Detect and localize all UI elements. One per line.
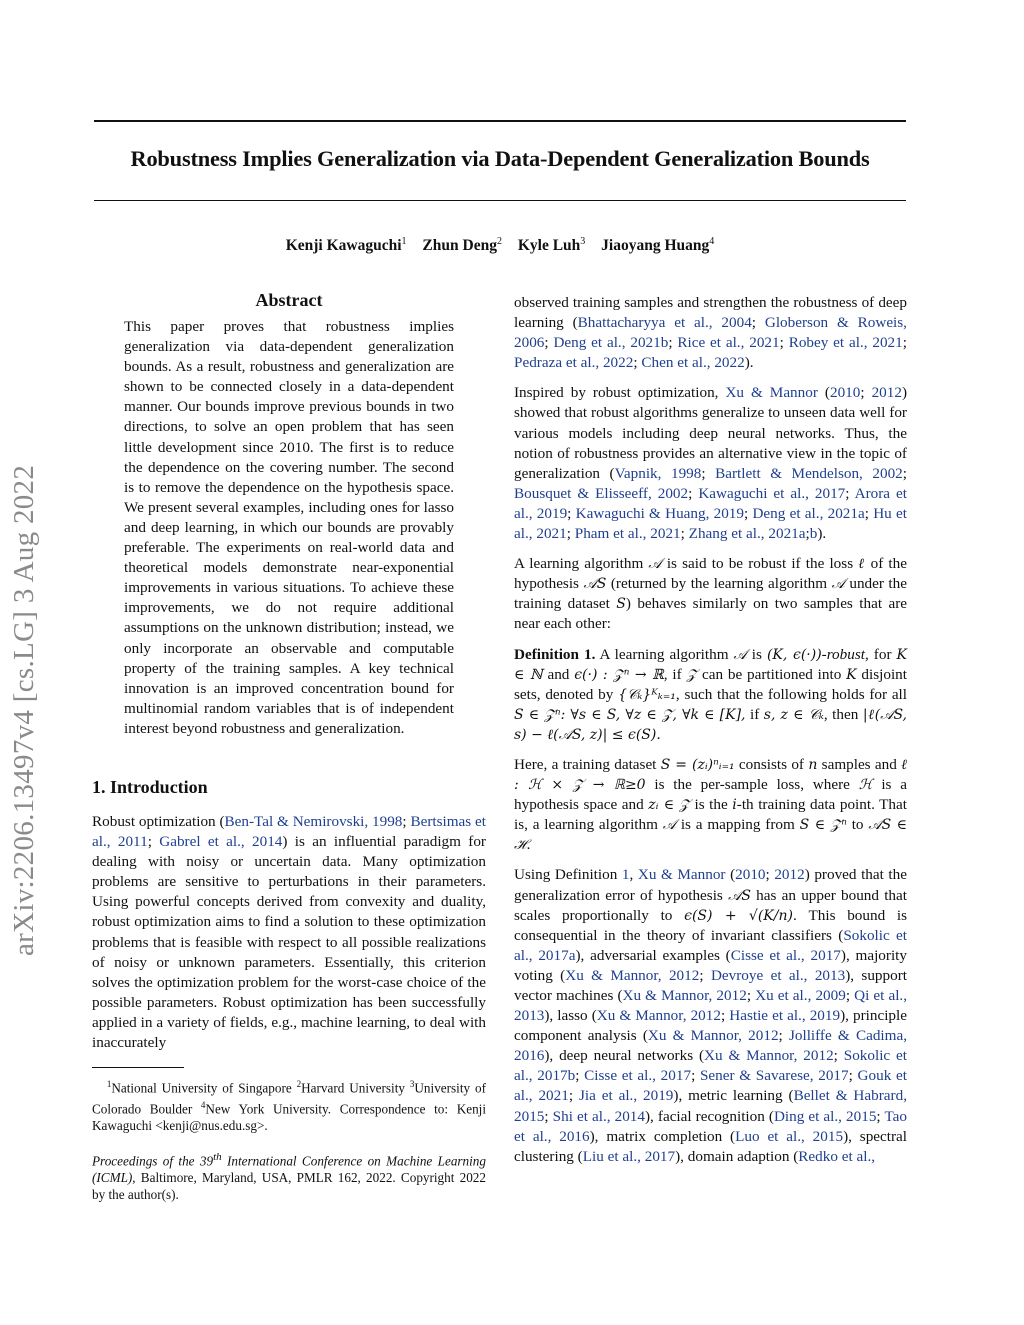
citation-link[interactable]: Xu & Mannor, 2012 (647, 1027, 779, 1045)
paragraph: Here, a training dataset S = (zᵢ)ⁿᵢ₌₁ consists of n samples and ℓ : ℋ × 𝒵 → ℝ≥0 is the per-sample loss, where ℋ is a hypothesis space and zᵢ ∈ 𝒵 is the i-th training data point. That is, a learning algorithm 𝒜 is a mapping from S ∈ 𝒵ⁿ to 𝒜S ∈ ℋ. (514, 755, 907, 854)
citation-link[interactable]: Pedraza et al., 2022 (514, 354, 634, 372)
citation-link[interactable]: Devroye et al., 2013 (710, 966, 846, 984)
author: Zhun Deng$^2$ (422, 236, 502, 255)
citation-link[interactable]: Liu et al., 2017 (582, 1147, 676, 1165)
citation-link[interactable]: Xu & Mannor, 2012 (622, 987, 747, 1004)
citation-link[interactable]: Jolliffe & Cadima, 2016 (514, 1027, 907, 1065)
citation-link[interactable]: Arora et al., 2019 (514, 484, 907, 522)
paragraph: Using Definition 1, Xu & Mannor (2010; 2012) proved that the generalization error of hypothesis 𝒜S has an upper bound that scales proportionally to ϵ(S) + √(K/n). This bound is consequential in the theory of invariant classifiers (Sokolic et al., 2017a), adversarial examples (Cisse et al., 2017), majority voting (Xu & Mannor, 2012; Devroye et al., 2013), support vector machines (Xu & Mannor, 2012; Xu et al., 2009; Qi et al., 2013), lasso (Xu & Mannor, 2012; Hastie et al., 2019), principle component analysis (Xu & Mannor, 2012; Jolliffe & Cadima, 2016), deep neural networks (Xu & Mannor, 2012; Sokolic et al., 2017b; Cisse et al., 2017; Sener & Savarese, 2017; Gouk et al., 2021; Jia et al., 2019), metric learning (Bellet & Habrard, 2015; Shi et al., 2014), facial recognition (Ding et al., 2015; Tao et al., 2016), matrix completion (Luo et al., 2015), spectral clustering (Liu et al., 2017), domain adaption (Redko et al., (514, 866, 908, 1165)
author-list (94, 236, 906, 255)
citation-link[interactable]: Xu & Mannor (637, 866, 726, 884)
citation-link[interactable]: Xu et al., 2009 (755, 987, 846, 1004)
citation-link[interactable]: Gouk et al., 2021 (514, 1067, 907, 1105)
citation-link[interactable]: Kawaguchi et al., 2017 (698, 484, 846, 502)
citation-link[interactable]: Chen et al., 2022 (641, 354, 745, 372)
arxiv-identifier: arXiv:2206.13497v4 [cs.LG] 3 Aug 2022 (8, 464, 40, 956)
title-rule-bottom (94, 200, 906, 201)
definition-1: Definition 1. A learning algorithm 𝒜 is (K, ϵ(·))-robust, for K ∈ ℕ and ϵ(·) : 𝒵ⁿ → ℝ, if 𝒵 can be partitioned into K disjoint sets, denoted by {𝒞ₖ}ᴷₖ₌₁, such that the following holds for all S ∈ 𝒵ⁿ: ∀s ∈ S, ∀z ∈ 𝒵, ∀k ∈ [K], if s, z ∈ 𝒞ₖ, then |ℓ(𝒜S, s) − ℓ(𝒜S, z)| ≤ ϵ(S). (514, 645, 907, 743)
citation-link[interactable]: Hu et al., 2021 (514, 504, 907, 543)
title-rule-top (94, 120, 906, 122)
intro-paragraph: Robust optimization (Ben-Tal & Nemirovski, 1998; Bertsimas et al., 2011; Gabrel et al., 2014) is an influential paradigm for dealing with noisy or uncertain data. Many optimization problems are sensitive to perturbations in their parameters. Using powerful concepts derived from convexity and duality, robust optimization aims to find a solution to these optimization problems that is feasible with respect to all possible realizations of noisy or unknown parameters. Essentially, this criterion solves the optimization problem for the worst-case choice of the possible parameters. Robust optimization has been successfully applied in a variety of fields, e.g., machine learning, to deal with inaccurately (92, 812, 486, 1051)
citation-link[interactable]: Bartlett & Mendelson, 2002 (715, 464, 903, 482)
citation-link[interactable]: Gabrel et al., 2014 (159, 833, 283, 851)
citation-link[interactable]: Bhattacharyya et al., 2004 (577, 314, 752, 332)
citation-link[interactable]: Vapnik, 1998 (614, 464, 702, 482)
citation-link[interactable]: Rice et al., 2021 (677, 334, 780, 352)
citation-link[interactable]: Zhang et al., 2021a (688, 525, 806, 543)
abstract-heading: Abstract (255, 290, 323, 310)
citation-link[interactable]: Luo et al., 2015 (735, 1127, 844, 1145)
citation-link[interactable]: 2012 (774, 866, 805, 884)
citation-link[interactable]: Cisse et al., 2017 (584, 1067, 692, 1085)
citation-link[interactable]: Qi et al., 2013 (514, 987, 908, 1025)
citation-link[interactable]: Pham et al., 2021 (574, 525, 681, 543)
citation-link[interactable]: Sokolic et al., 2017b (514, 1047, 907, 1085)
citation-link[interactable]: b (809, 525, 818, 543)
citation-link[interactable]: Shi et al., 2014 (552, 1107, 645, 1125)
right-column (514, 293, 907, 1177)
author: Kenji Kawaguchi$^1$ (285, 236, 407, 255)
citation-link[interactable]: Xu & Mannor, 2012 (704, 1047, 834, 1065)
citation-link[interactable]: Sener & Savarese, 2017 (699, 1067, 849, 1085)
footnote-rule (92, 1067, 184, 1068)
citation-link[interactable]: Kawaguchi & Huang, 2019 (575, 504, 744, 522)
citation-link[interactable]: Xu & Mannor, 2012 (565, 966, 700, 984)
citation-link[interactable]: 2010 (735, 866, 766, 884)
paper-title: Robustness Implies Generalization via Data-Dependent Generalization Bounds (130, 146, 870, 171)
citation-link[interactable]: Jia et al., 2019 (578, 1087, 674, 1105)
citation-link[interactable]: Bellet & Habrard, 2015 (514, 1087, 907, 1125)
author: Jiaoyang Huang$^4$ (601, 236, 715, 255)
citation-link[interactable]: Hastie et al., 2019 (729, 1007, 841, 1025)
citation-link[interactable]: Deng et al., 2021b (553, 334, 669, 352)
citation-link[interactable]: Xu & Mannor, 2012 (596, 1007, 721, 1025)
citation-link[interactable]: Tao et al., 2016 (514, 1107, 907, 1145)
citation-link[interactable]: Ding et al., 2015 (773, 1107, 877, 1125)
abstract-text: This paper proves that robustness implies generalization via data-dependent generalization bounds. As a result, robustness and generalization are shown to be connected closely in a data-dependent manner. Our bounds improve previous bounds in two directions, to solve an open problem that has seen little development since 2010. The first is to reduce the dependence on the covering number. The second is to remove the dependence on the hypothesis space. We present several examples, including ones for lasso and deep learning, in which our bounds are provably preferable. The experiments on real-world data and theoretical models demonstrate near-exponential improvements in various situations. To achieve these improvements, we do not require additional assumptions on the unknown distribution; instead, we only incorporate an observable and computable property of the training samples. A key technical innovation is an improved concentration bound for multinomial random variables that is of independent interest beyond robustness and generalization. (124, 318, 454, 737)
citation-link[interactable]: Sokolic et al., 2017a (514, 926, 907, 964)
citation-link[interactable]: Xu & Mannor (725, 384, 818, 402)
paragraph: A learning algorithm 𝒜 is said to be robust if the loss ℓ of the hypothesis 𝒜S (returned by the learning algorithm 𝒜 under the training dataset S) behaves similarly on two samples that are near each other: (514, 555, 908, 633)
citation-link[interactable]: Ben-Tal & Nemirovski, 1998 (224, 812, 403, 830)
affiliation-footnote: $^1$National University of Singapore $^2$Harvard University $^3$University of Colorado Boulder $^4$New York University. Correspondence to: Kenji Kawaguchi <kenji@nus.edu.sg>. (92, 1079, 487, 1134)
author: Kyle Luh$^3$ (517, 236, 586, 255)
citation-link[interactable]: 2012 (871, 384, 902, 402)
citation-link[interactable]: Globerson & Roweis, 2006 (514, 314, 907, 352)
citation-link[interactable]: Bertsimas et al., 2011 (92, 812, 486, 851)
citation-link[interactable]: Cisse et al., 2017 (730, 946, 841, 964)
citation-link[interactable]: Deng et al., 2021a (752, 504, 865, 522)
citation-link[interactable]: Bousquet & Elisseeff, 2002 (514, 484, 689, 502)
citation-link[interactable]: 2010 (829, 384, 861, 402)
paragraph: observed training samples and strengthen the robustness of deep learning (Bhattacharyya et al., 2004; Globerson & Roweis, 2006; Deng et al., 2021b; Rice et al., 2021; Robey et al., 2021; Pedraza et al., 2022; Chen et al., 2022). (514, 294, 907, 372)
citation-link[interactable]: Redko et al., (798, 1147, 876, 1165)
proceedings-note: Proceedings of the 39th International Conference on Machine Learning (ICML), Baltimore, Maryland, USA, PMLR 162, 2022. Copyright 2022 by the author(s). (92, 1151, 486, 1203)
section-heading-introduction: 1. Introduction (92, 776, 208, 797)
left-column (92, 290, 486, 1204)
citation-link[interactable]: 1 (621, 866, 630, 884)
paragraph: Inspired by robust optimization, Xu & Mannor (2010; 2012) showed that robust algorithms generalize to unseen data well for various models including deep neural networks. Thus, the notion of robustness provides an alternative view in the topic of generalization (Vapnik, 1998; Bartlett & Mendelson, 2002; Bousquet & Elisseeff, 2002; Kawaguchi et al., 2017; Arora et al., 2019; Kawaguchi & Huang, 2019; Deng et al., 2021a; Hu et al., 2021; Pham et al., 2021; Zhang et al., 2021a;b). (514, 384, 907, 543)
citation-link[interactable]: Robey et al., 2021 (788, 334, 903, 352)
